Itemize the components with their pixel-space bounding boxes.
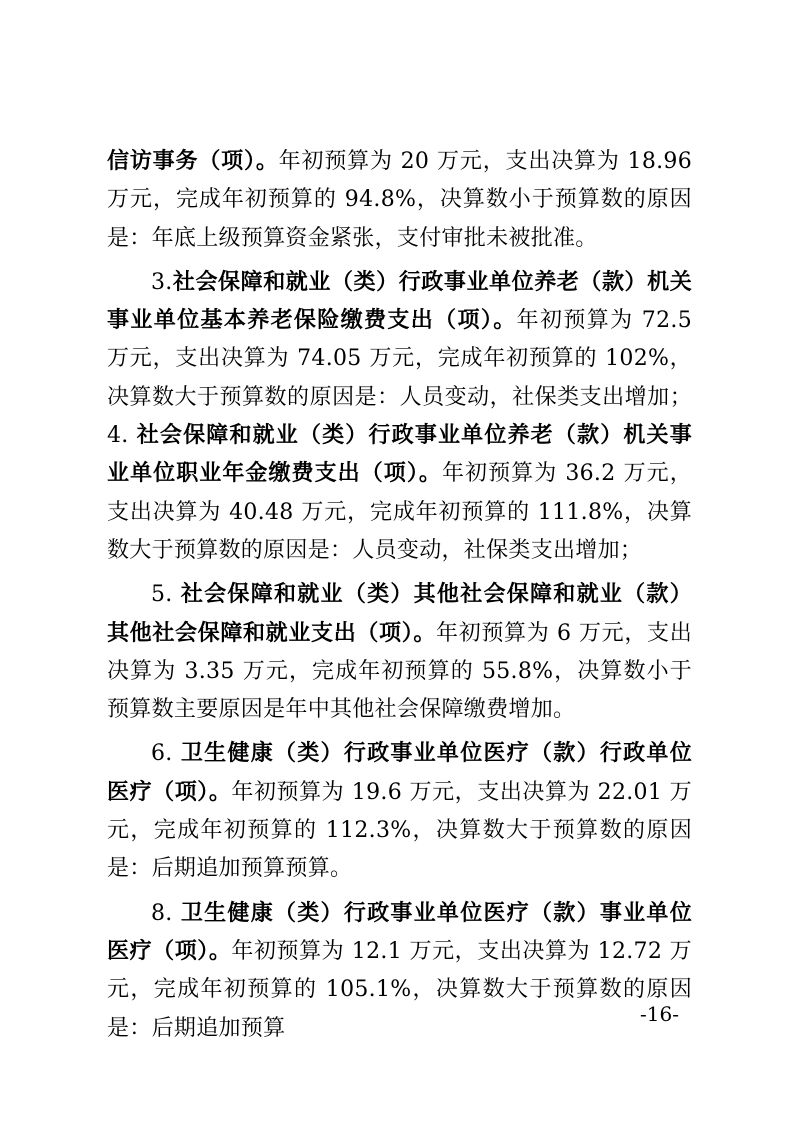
item-heading: 社会保障和就业（类）行政事业单位养老（款）机关事业单位基本养老保险缴费支出（项）。 <box>107 269 692 334</box>
page-number: -16- <box>640 1002 679 1026</box>
item-text: 年初预算为 19.6 万元，支出决算为 22.01 万元，完成年初预算的 112.3%，决算数大于预算数的原因是：后期追加预算预算。 <box>107 779 692 882</box>
item-number: 6. <box>151 741 181 767</box>
item-number: 3. <box>151 269 173 295</box>
item-number: 8. <box>151 900 181 926</box>
item-heading-secondary: 社会保障和就业（类）行政事业单位养老（款）机关事业单位职业年金缴费支出（项）。 <box>107 423 693 487</box>
item-heading: 信访事务（项）。 <box>107 149 279 174</box>
item-text: 年初预算为 20 万元，支出决算为 18.96 万元，完成年初预算的 94.8%，决算数小于预算数的原因是：年底上级预算资金紧张，支付审批未被批准。 <box>107 149 693 251</box>
item-text: 年初预算为 12.1 万元，支出决算为 12.72 万元，完成年初预算的 105.1%，决算数大于预算数的原因是：后期追加预算 <box>107 938 692 1041</box>
item-heading: 卫生健康（类）行政事业单位医疗（款）行政单位医疗（项）。 <box>107 741 692 805</box>
document-body <box>107 143 692 1054</box>
item-text: 年初预算为 72.5 万元，支出决算为 74.05 万元，完成年初预算的 102%，决算数大于预算数的原因是：人员变动，社保类支出增加；4. <box>107 308 692 449</box>
paragraph-pension-insurance <box>107 264 692 570</box>
item-heading: 卫生健康（类）行政事业单位医疗（款）事业单位医疗（项）。 <box>107 900 692 964</box>
paragraph-petition-affairs <box>107 143 692 258</box>
paragraph-institution-medical <box>107 895 692 1048</box>
item-text: 年初预算为 6 万元，支出决算为 3.35 万元，完成年初预算的 55.8%，决算数小于预算数主要原因是年中其他社会保障缴费增加。 <box>107 620 692 723</box>
paragraph-other-social-security <box>107 576 692 729</box>
item-heading: 社会保障和就业（类）其他社会保障和就业（款）其他社会保障和就业支出（项）。 <box>107 582 692 646</box>
item-text-secondary: 年初预算为 36.2 万元，支出决算为 40.48 万元，完成年初预算的 111.8%，决算数大于预算数的原因是：人员变动，社保类支出增加； <box>107 461 692 563</box>
item-number: 5. <box>151 582 181 608</box>
paragraph-admin-unit-medical <box>107 735 692 888</box>
